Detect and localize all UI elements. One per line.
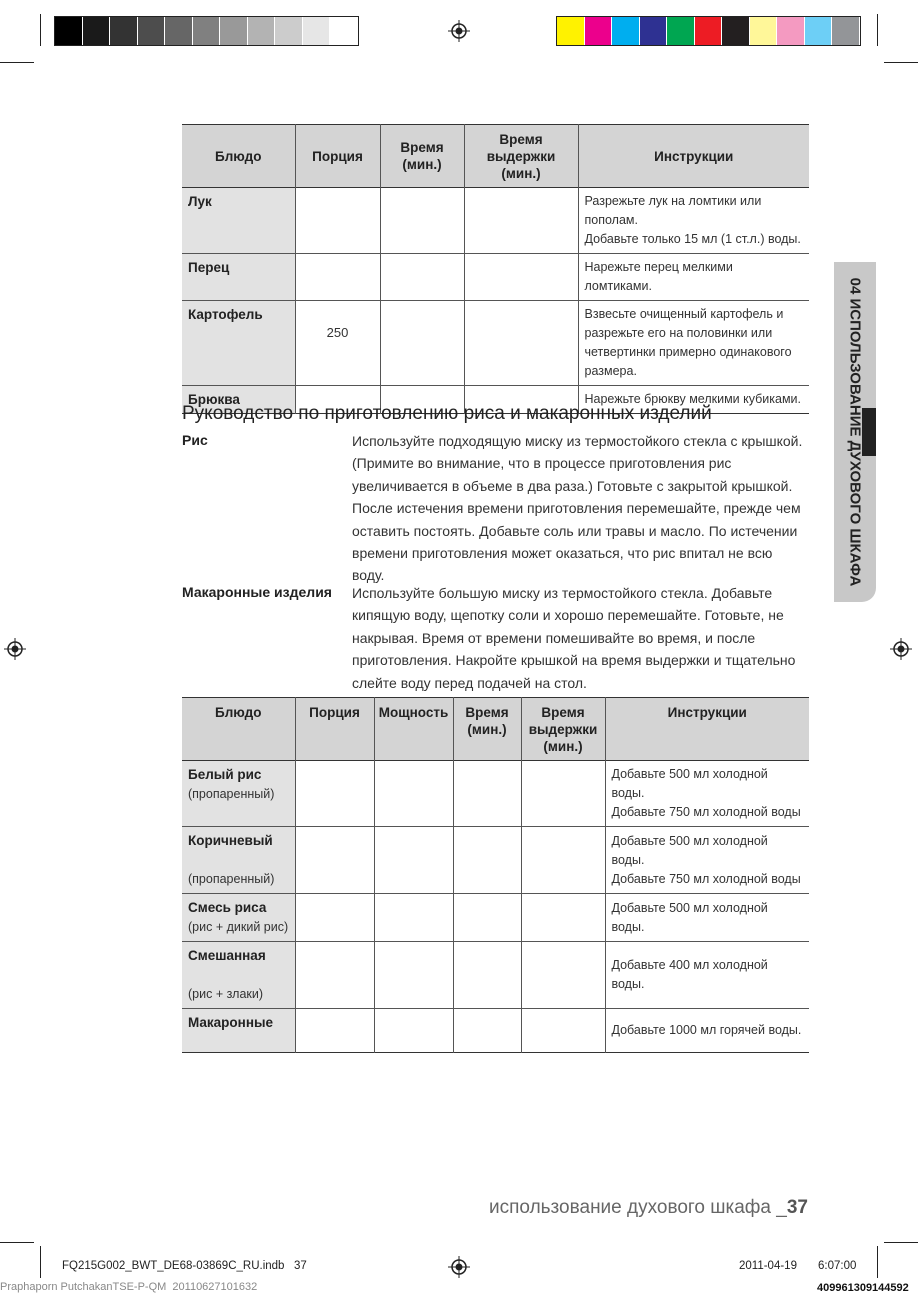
instructions-cell: Добавьте 1000 мл горячей воды. (605, 1009, 809, 1053)
table-row (182, 942, 809, 1009)
power-cell (374, 942, 453, 1009)
standing-time-cell (464, 301, 578, 386)
instructions-cell: Взвесьте очищенный картофель и разрежьте его на половинки или четвертинки примерно одинакового размера. (578, 301, 809, 386)
column-header: Мощность (374, 698, 453, 761)
calibration-swatch (165, 17, 193, 45)
guide-text-pasta: Используйте большую миску из термостойкого стекла. Добавьте кипящую воду, щепотку соли и хорошо перемешайте. Готовьте, не накрывая. Время от времени помешивайте во время, и после приготовления. Накройте крышкой на время выдержки и тщательно слейте воду перед подачей на стол. (352, 585, 796, 691)
power-cell (374, 894, 453, 942)
time-cell (453, 827, 521, 894)
crop-mark (877, 14, 878, 46)
standing-time-cell (464, 188, 578, 254)
calibration-swatch (750, 17, 778, 45)
column-header: Время (мин.) (380, 125, 464, 188)
crop-mark (877, 1246, 878, 1278)
column-header: Порция (295, 698, 374, 761)
table-row (182, 188, 809, 254)
standing-time-cell (521, 942, 605, 1009)
instructions-cell: Нарежьте брюкву мелкими кубиками. (578, 386, 809, 414)
calibration-swatch (330, 17, 358, 45)
print-time: 6:07:00 (818, 1260, 857, 1272)
table-row (182, 827, 809, 894)
calibration-swatch (777, 17, 805, 45)
instructions-cell: Добавьте 500 мл холодной воды. Добавьте 750 мл холодной воды (605, 761, 809, 827)
print-file-info: FQ215G002_BWT_DE68-03869C_RU.indb 37 (62, 1260, 307, 1272)
page-footer-text: использование духового шкафа _ (489, 1197, 787, 1218)
time-cell (380, 254, 464, 301)
dish-name: Коричневый (188, 833, 273, 848)
dish-subname: (пропаренный) (188, 872, 275, 886)
calibration-swatch (695, 17, 723, 45)
calibration-swatch (640, 17, 668, 45)
column-header: Инструкции (578, 125, 809, 188)
calibration-swatch (303, 17, 331, 45)
dish-cell: Перец (182, 254, 295, 301)
time-cell (453, 761, 521, 827)
dish-subname: (рис + дикий рис) (188, 920, 289, 934)
standing-time-cell (521, 827, 605, 894)
column-header: Порция (295, 125, 380, 188)
calibration-swatch (805, 17, 833, 45)
chapter-side-text: 04 ИСПОЛЬЗОВАНИЕ ДУХОВОГО ШКАФА (846, 277, 864, 587)
guide-label-rice: Рис (182, 432, 208, 448)
calibration-swatch (275, 17, 303, 45)
dish-name: Макаронные (188, 1015, 274, 1030)
portion-cell (295, 942, 374, 1009)
dish-cell (182, 827, 295, 894)
standing-time-cell (521, 761, 605, 827)
dish-cell (182, 894, 295, 942)
column-header: Блюдо (182, 125, 295, 188)
chapter-side-marker (862, 408, 876, 456)
table-row (182, 254, 809, 301)
table-row (182, 894, 809, 942)
instructions-cell: Добавьте 500 мл холодной воды. (605, 894, 809, 942)
dish-cell (182, 761, 295, 827)
calibration-swatch (557, 17, 585, 45)
calibration-swatch (722, 17, 750, 45)
calibration-swatch (193, 17, 221, 45)
column-header: Инструкции (605, 698, 809, 761)
guide-text-rice: Используйте подходящую миску из термостойкого стекла с крышкой. (Примите во внимание, что в процессе приготовления рис увеличивается в объеме в два раза.) Готовьте с закрытой крышкой. После истечения времени приготовления перемешайте, прежде чем оставить постоять. Добавьте соль или травы и масло. По истечении времени приготовления может оказаться, что рис впитал не всю воду. (352, 433, 803, 584)
standing-time-cell (521, 1009, 605, 1053)
portion-cell (295, 254, 380, 301)
time-cell (453, 1009, 521, 1053)
crop-mark (0, 62, 34, 63)
registration-mark-icon (448, 20, 470, 42)
registration-mark-icon (4, 638, 26, 660)
crop-mark (0, 1242, 34, 1243)
dish-name: Смесь риса (188, 900, 267, 915)
color-calibration-bar (556, 16, 861, 46)
calibration-swatch (83, 17, 111, 45)
dish-subname: (рис + злаки) (188, 987, 264, 1001)
calibration-swatch (138, 17, 166, 45)
column-header: Время выдержки (мин.) (464, 125, 578, 188)
dish-cell (182, 1009, 295, 1053)
time-cell (453, 894, 521, 942)
portion-cell (295, 894, 374, 942)
crop-mark (884, 62, 918, 63)
crop-mark (884, 1242, 918, 1243)
instructions-cell: Нарежьте перец мелкими ломтиками. (578, 254, 809, 301)
vegetables-table (182, 124, 809, 414)
portion-cell: 250 (295, 301, 380, 386)
calibration-swatch (55, 17, 83, 45)
power-cell (374, 827, 453, 894)
portion-cell (295, 188, 380, 254)
instructions-cell: Добавьте 500 мл холодной воды. Добавьте 750 мл холодной воды (605, 827, 809, 894)
dish-name: Смешанная (188, 948, 266, 963)
instructions-cell: Разрежьте лук на ломтики или пополам. Добавьте только 15 мл (1 ст.л.) воды. (578, 188, 809, 254)
standing-time-cell (521, 894, 605, 942)
portion-cell (295, 827, 374, 894)
table-row (182, 761, 809, 827)
time-cell (380, 301, 464, 386)
time-cell (453, 942, 521, 1009)
section-title: Руководство по приготовлению риса и макаронных изделий (182, 403, 712, 424)
column-header: Блюдо (182, 698, 295, 761)
table-row (182, 1009, 809, 1053)
print-date: 2011-04-19 (739, 1260, 797, 1272)
power-cell (374, 1009, 453, 1053)
registration-mark-icon (448, 1256, 470, 1278)
calibration-swatch (585, 17, 613, 45)
table-row (182, 301, 809, 386)
dish-cell: Картофель (182, 301, 295, 386)
dish-cell: Брюква (182, 386, 295, 414)
page-footer (489, 1197, 808, 1219)
registration-mark-icon (890, 638, 912, 660)
grayscale-calibration-bar (54, 16, 359, 46)
print-slug: Praphaporn PutchakanTSE-P-QM 20110627101632 (0, 1281, 258, 1293)
page-number: 37 (786, 1197, 808, 1218)
calibration-swatch (667, 17, 695, 45)
standing-time-cell (464, 254, 578, 301)
crop-mark (40, 14, 41, 46)
calibration-swatch (110, 17, 138, 45)
calibration-swatch (248, 17, 276, 45)
dish-cell: Лук (182, 188, 295, 254)
instructions-cell: Добавьте 400 мл холодной воды. (605, 942, 809, 1009)
guide-label-pasta: Макаронные изделия (182, 584, 332, 600)
calibration-swatch (612, 17, 640, 45)
dish-subname: (пропаренный) (188, 787, 275, 801)
calibration-swatch (220, 17, 248, 45)
print-code: 409961309144592 (817, 1282, 909, 1294)
table-header-row (182, 125, 809, 188)
column-header: Время (мин.) (453, 698, 521, 761)
column-header: Время выдержки (мин.) (521, 698, 605, 761)
rice-pasta-table (182, 697, 809, 1053)
dish-name: Белый рис (188, 767, 262, 782)
calibration-swatch (832, 17, 860, 45)
power-cell (374, 761, 453, 827)
crop-mark (40, 1246, 41, 1278)
dish-cell (182, 942, 295, 1009)
table-header-row (182, 698, 809, 761)
time-cell (380, 188, 464, 254)
portion-cell (295, 1009, 374, 1053)
portion-cell (295, 761, 374, 827)
